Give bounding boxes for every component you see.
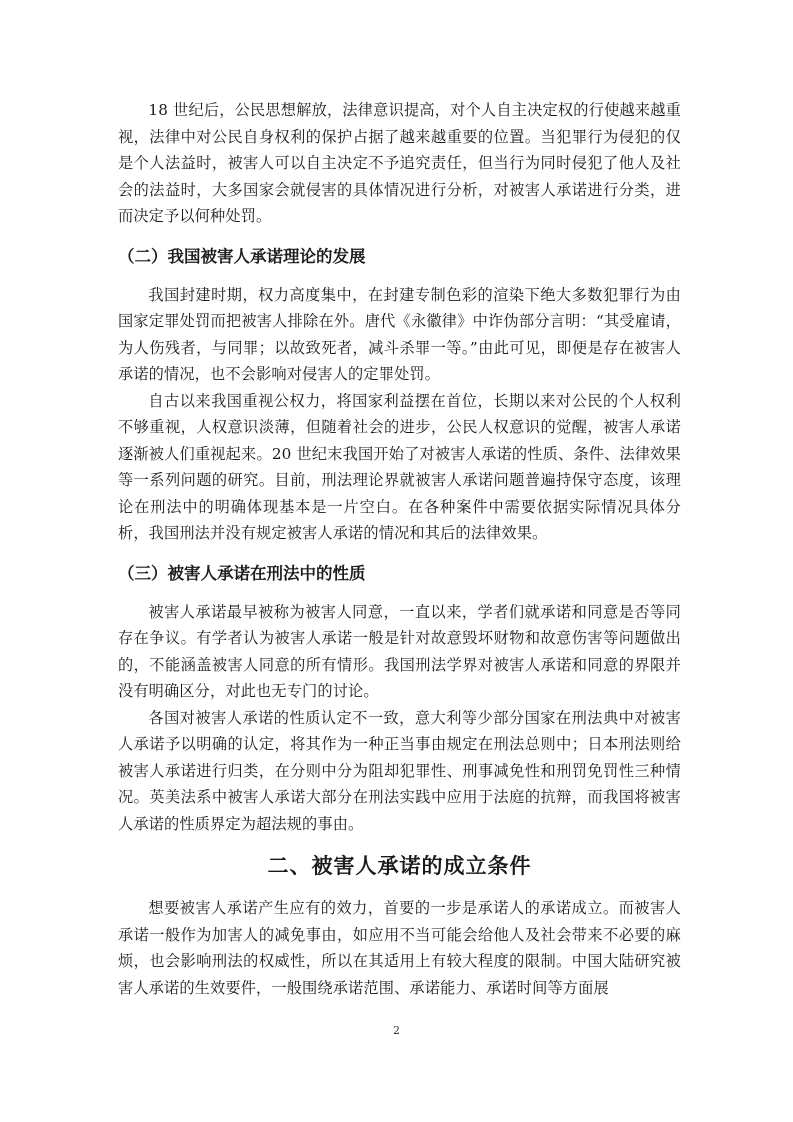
paragraph: 被害人承诺最早被称为被害人同意，一直以来，学者们就承诺和同意是否等同存在争议。有学者认为被害人承诺一般是针对故意毁坏财物和故意伤害等问题做出的，不能涵盖被害人同意的所有情形。我国刑法学界对被害人承诺和同意的界限并没有明确区分，对此也无专门的讨论。 — [118, 602, 681, 700]
paragraph: 我国封建时期，权力高度集中，在封建专制色彩的渲染下绝大多数犯罪行为由国家定罪处罚而把被害人排除在外。唐代《永徽律》中诈伪部分言明：“其受雇请，为人伤残者，与同罪；以故致死者，减斗杀罪一等。”由此可见，即便是存在被害人承诺的情况，也不会影响对侵害人的定罪处罚。 — [118, 285, 681, 383]
paragraph: 各国对被害人承诺的性质认定不一致，意大利等少部分国家在刑法典中对被害人承诺予以明确的认定，将其作为一种正当事由规定在刑法总则中；日本刑法则给被害人承诺进行归类，在分则中分为阻却犯罪性、刑事减免性和刑罚免罚性三种情况。英美法系中被害人承诺大部分在刑法实践中应用于法庭的抗辩，而我国将被害人承诺的性质界定为超法规的事由。 — [118, 708, 681, 833]
subsection-heading-3: （三）被害人承诺在刑法中的性质 — [118, 563, 366, 583]
paragraph: 自古以来我国重视公权力，将国家利益摆在首位，长期以来对公民的个人权利不够重视，人权意识淡薄，但随着社会的进步，公民人权意识的觉醒，被害人承诺逐渐被人们重视起来。20 世纪末我国开始了对被害人承诺的性质、条件、法律效果等一系列问题的研究。目前，刑法理论界就被害人承诺问题普遍持保守态度，该理论在刑法中的明确体现基本是一片空白。在各种案件中需要依据实际情况具体分析，我国刑法并没有规定被害人承诺的情况和其后的法律效果。 — [118, 391, 681, 542]
subsection-heading-2: （二）我国被害人承诺理论的发展 — [118, 246, 366, 266]
section-heading-2: 二、被害人承诺的成立条件 — [267, 854, 532, 878]
paragraph: 想要被害人承诺产生应有的效力，首要的一步是承诺人的承诺成立。而被害人承诺一般作为加害人的减免事由，如应用不当可能会给他人及社会带来不必要的麻烦，也会影响刑法的权威性，所以在其适用上有较大程度的限制。中国大陆研究被害人承诺的生效要件，一般围绕承诺范围、承诺能力、承诺时间等方面展 — [118, 899, 681, 997]
paragraph-intro: 18 世纪后，公民思想解放，法律意识提高，对个人自主决定权的行使越来越重视，法律中对公民自身权利的保护占据了越来越重要的位置。当犯罪行为侵犯的仅是个人法益时，被害人可以自主决定不予追究责任，但当行为同时侵犯了他人及社会的法益时，大多国家会就侵害的具体情况进行分析，对被害人承诺进行分类，进而决定予以何种处罚。 — [118, 101, 681, 225]
page-number: 2 — [393, 1024, 400, 1037]
page-body — [118, 97, 681, 1001]
